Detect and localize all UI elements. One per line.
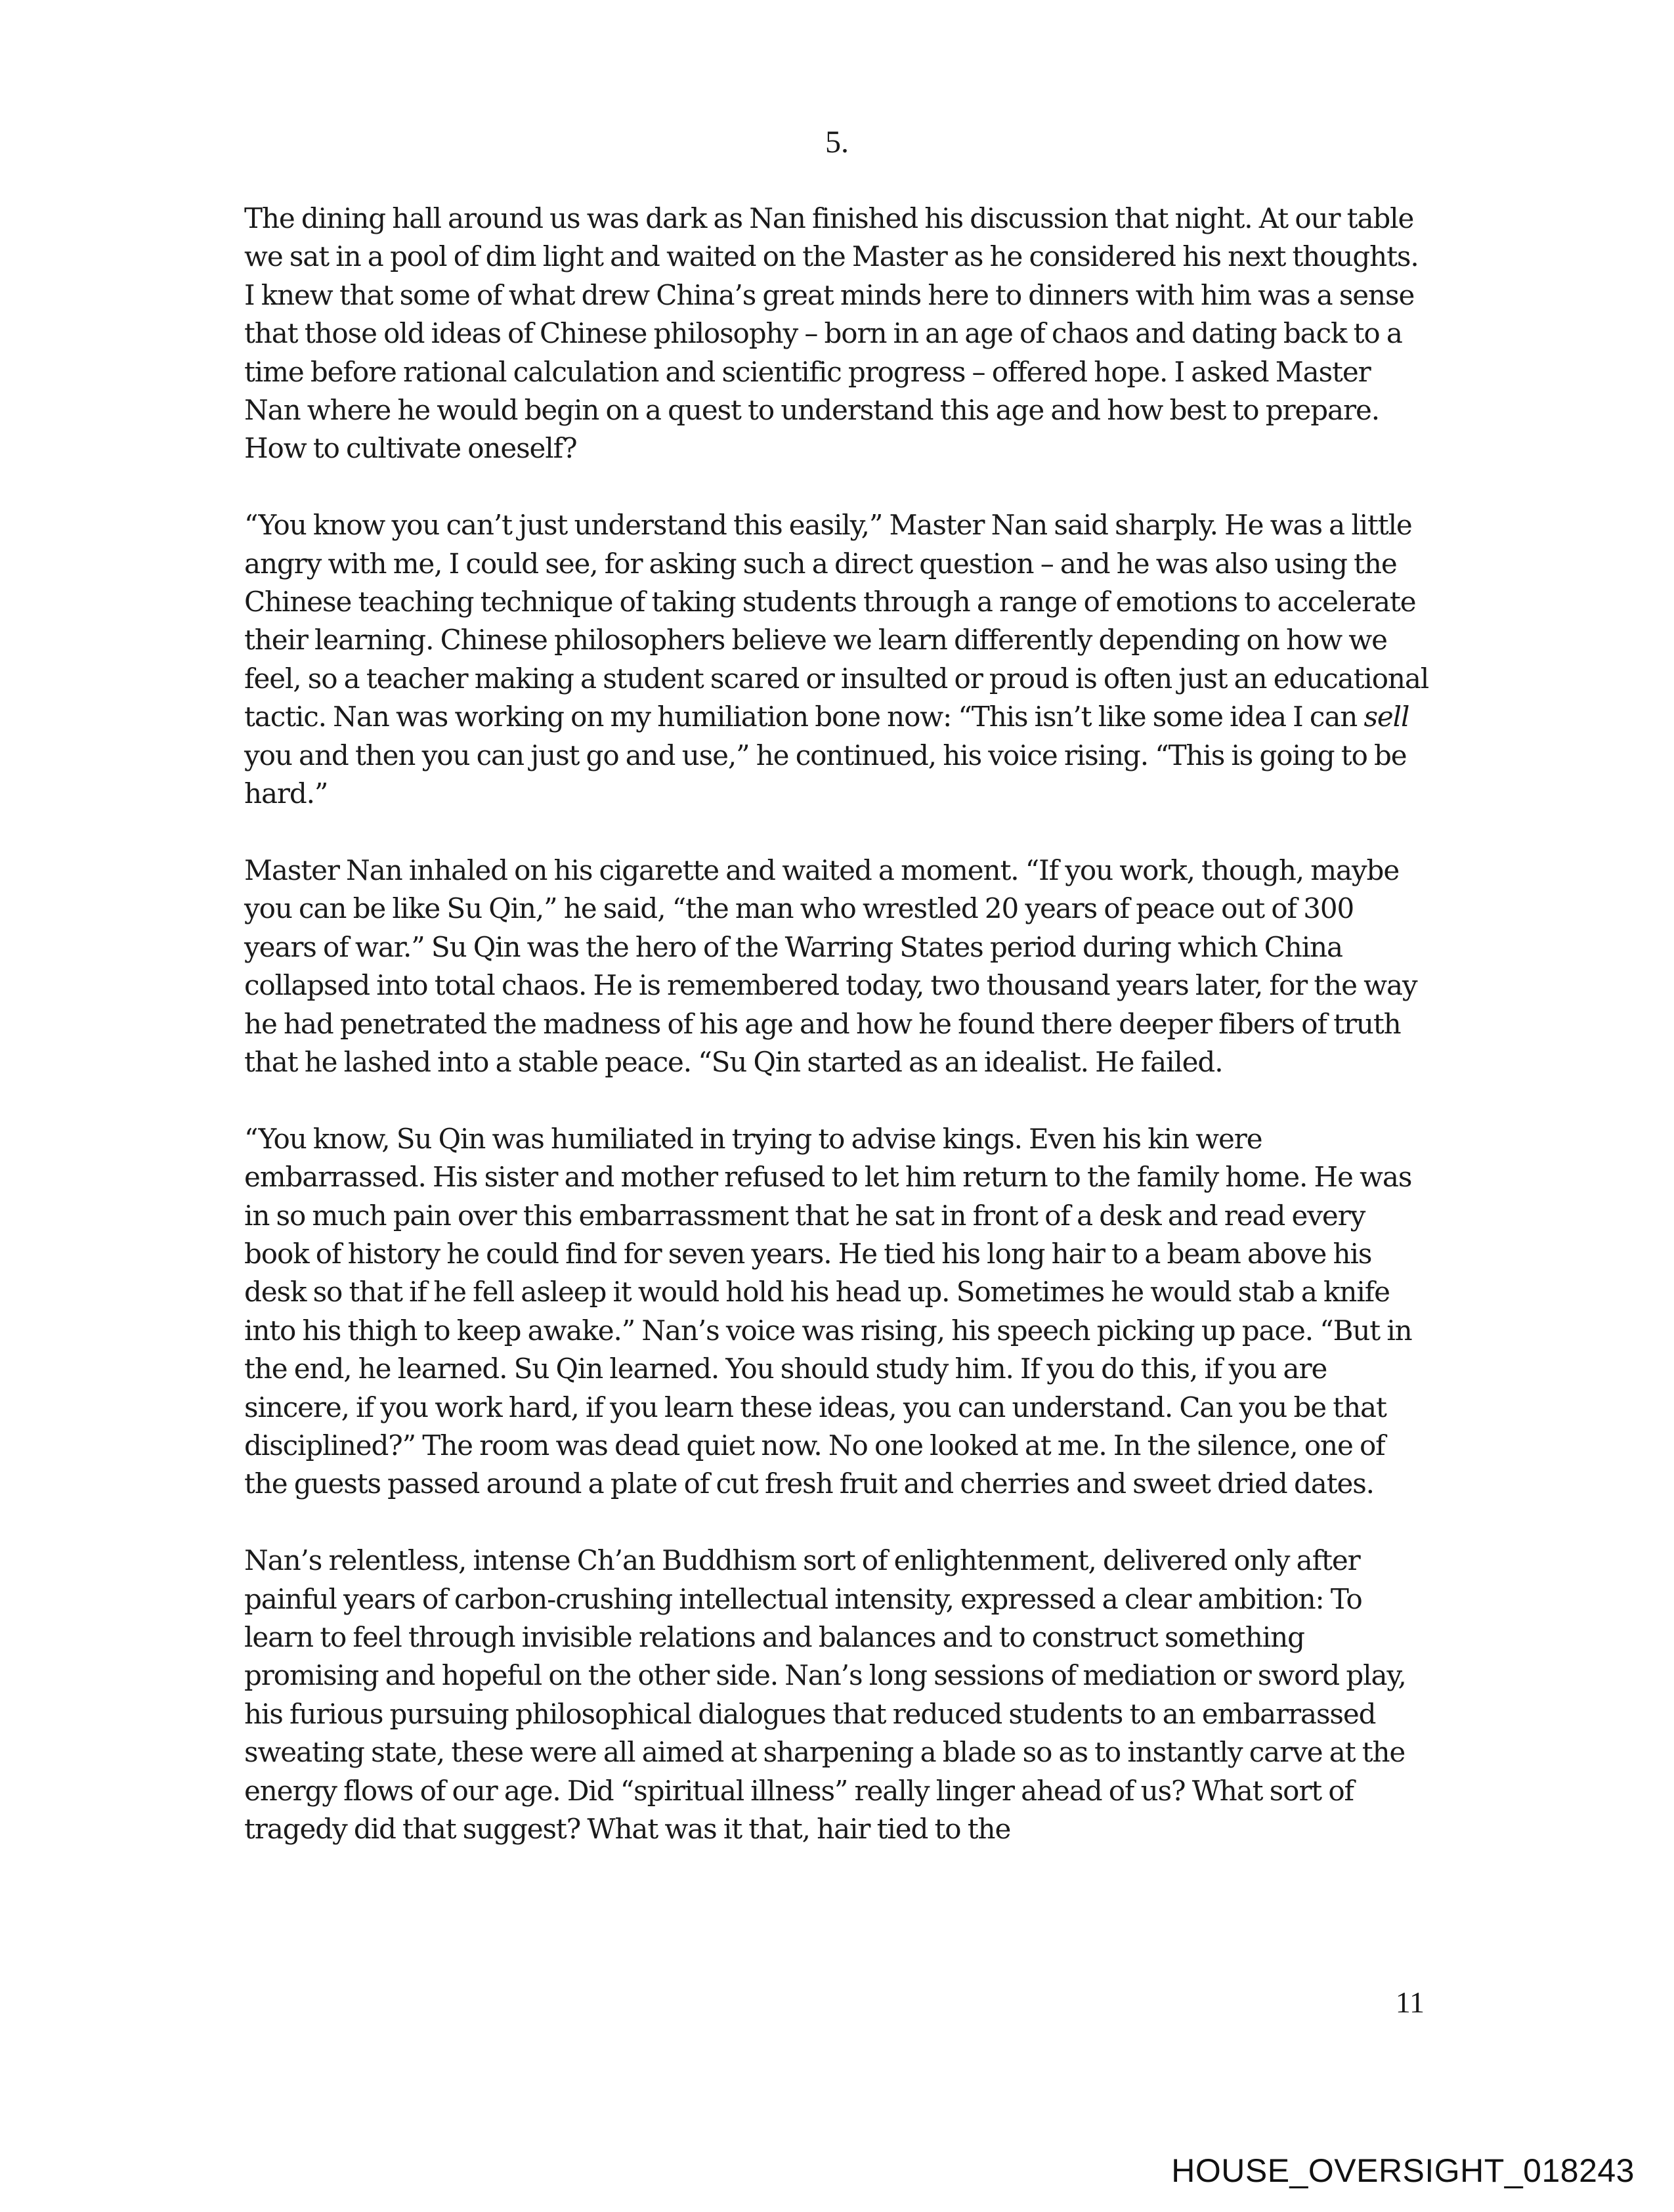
paragraph-text: The dining hall around us was dark as Nan finished his discussion that night. At our table we sat in a pool of dim light and waited on the Master as he considered his next thoughts. I knew that some of what drew China’s great minds here to dinners with him was a sense that those old ideas of Chinese philosophy – born in an age of chaos and dating back to a time before rational calculation and scientific progress – offered hope. I asked Master Nan where he would begin on a quest to understand this age and how best to prepare. How to cultivate oneself? (244, 202, 1419, 465)
paragraph-text: Master Nan inhaled on his cigarette and waited a moment. “If you work, though, maybe you can be like Su Qin,” he said, “the man who wrestled 20 years of peace out of 300 years of war.” Su Qin was the hero of the Warring States period during which China collapsed into total chaos. He is remembered today, two thousand years later, for the way he had penetrated the madness of his age and how he found there deeper fibers of truth that he lashed into a stable peace. “Su Qin started as an idealist. He failed. (244, 854, 1417, 1078)
bates-number: HOUSE_OVERSIGHT_018243 (1171, 2152, 1635, 2189)
paragraph-text: “You know you can’t just understand this easily,” Master Nan said sharply. He was a little angry with me, I could see, for asking such a direct question – and he was also using the Chinese teaching technique of taking students through a range of emotions to accelerate their learning. Chinese philosophers believe we learn differently depending on how we feel, so a teacher making a student scared or insulted or proud is often just an educational tactic. Nan was working on my humiliation bone now: “This isn’t like some idea I can (244, 509, 1429, 733)
paragraph-text: you and then you can just go and use,” he continued, his voice rising. “This is going to be hard.” (244, 739, 1407, 810)
paragraph-2 (244, 506, 1432, 813)
paragraph-1 (244, 200, 1432, 468)
paragraph-4 (244, 1120, 1432, 1504)
page-number: 11 (1395, 1985, 1425, 2019)
emphasized-word: sell (1363, 701, 1409, 733)
paragraph-3 (244, 852, 1432, 1081)
paragraph-5 (244, 1542, 1432, 1848)
section-number: 5. (825, 125, 849, 160)
paragraph-text: “You know, Su Qin was humiliated in trying to advise kings. Even his kin were embarrassed. His sister and mother refused to let him return to the family home. He was in so much pain over this embarrassment that he sat in front of a desk and read every book of history he could find for seven years. He tied his long hair to a beam above his desk so that if he fell asleep it would hold his head up. Sometimes he would stab a knife into his thigh to keep awake.” Nan’s voice was rising, his speech picking up pace. “But in the end, he learned. Su Qin learned. You should study him. If you do this, if you are sincere, if you work hard, if you learn these ideas, you can understand. Can you be that disciplined?” The room was dead quiet now. No one looked at me. In the silence, one of the guests passed around a plate of cut fresh fruit and cherries and sweet dried dates. (244, 1122, 1412, 1500)
paragraph-text: Nan’s relentless, intense Ch’an Buddhism sort of enlightenment, delivered only after painful years of carbon-crushing intellectual intensity, expressed a clear ambition: To learn to feel through invisible relations and balances and to construct something promising and hopeful on the other side. Nan’s long sessions of mediation or sword play, his furious pursuing philosophical dialogues that reduced students to an embarrassed sweating state, these were all aimed at sharpening a blade so as to instantly carve at the energy flows of our age. Did “spiritual illness” really linger ahead of us? What sort of tragedy did that suggest? What was it that, hair tied to the (244, 1544, 1406, 1845)
body-text (244, 200, 1432, 1848)
